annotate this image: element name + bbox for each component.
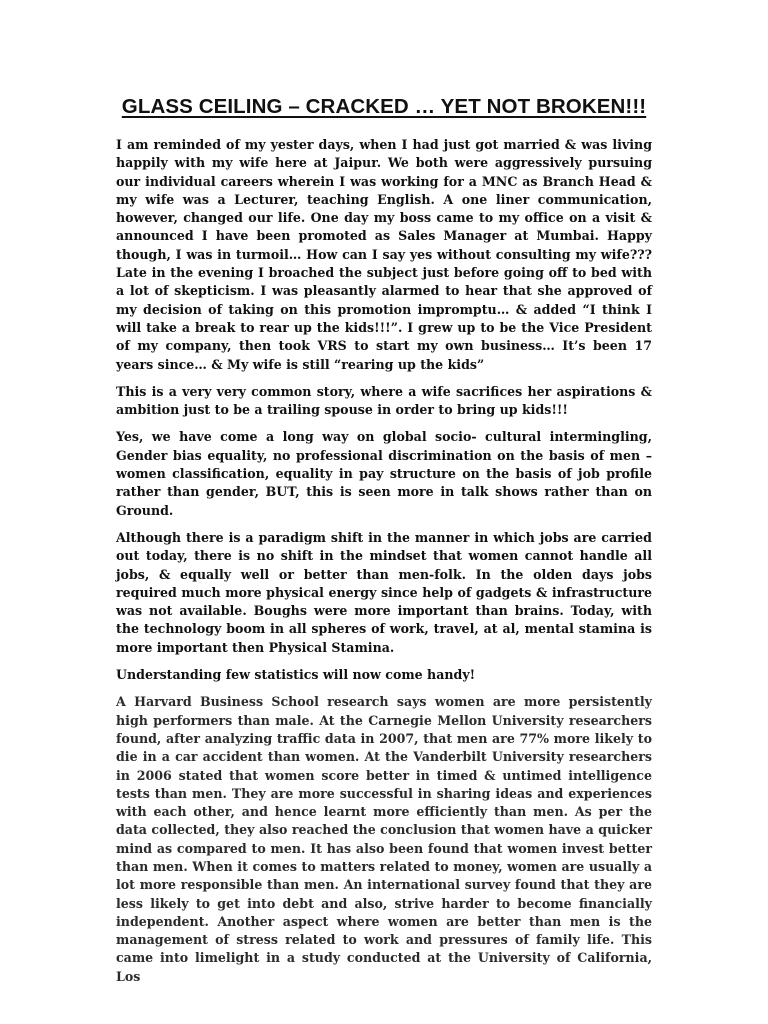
document-page — [116, 92, 652, 995]
paragraph-common-story: This is a very very common story, where a wife sacrifices her aspirations & ambition just to be a trailing spouse in order to bring up kids!!! — [116, 383, 652, 418]
paragraph-paradigm-shift: Although there is a paradigm shift in the manner in which jobs are carried out today, there is no shift in the mindset that women cannot handle all jobs, & equally well or better than men-folk. In the olden days jobs required much more physical energy since help of gadgets & infrastructure was not available. Boughs were more important than brains. Today, with the technology boom in all spheres of work, travel, at al, mental stamina is more important then Physical Stamina. — [116, 529, 652, 655]
paragraph-personal-story: I am reminded of my yester days, when I had just got married & was living happily with my wife here at Jaipur. We both were aggressively pursuing our individual careers wherein I was working for a MNC as Branch Head & my wife was a Lecturer, teaching English. A one liner communication, however, changed our life. One day my boss came to my office on a visit & announced I have been promoted as Sales Manager at Mumbai. Happy though, I was in turmoil… How can I say yes without consulting my wife??? Late in the evening I broached the subject just before going off to bed with a lot of skepticism. I was pleasantly alarmed to hear that she approved of my decision of taking on this promotion impromptu… & added “I think I will take a break to rear up the kids!!!”. I grew up to be the Vice President of my company, then took VRS to start my own business… It’s been 17 years since… & My wife is still “rearing up the kids” — [116, 137, 652, 372]
paragraph-statistics-intro: Understanding few statistics will now come handy! — [116, 667, 476, 683]
paragraph-research-findings: A Harvard Business School research says women are more persistently high performers than male. At the Carnegie Mellon University researchers found, after analyzing traffic data in 2007, that men are 77% more likely to die in a car accident than women. At the Vanderbilt University researchers in 2006 stated that women score better in timed & untimed intelligence tests than men. They are more successful in sharing ideas and experiences with each other, and hence learnt more efficiently than men. As per the data collected, they also reached the conclusion that women have a quicker mind as compared to men. It has also been found that women invest better than men. When it comes to matters related to money, women are usually a lot more responsible than men. An international survey found that they are less likely to get into debt and also, strive harder to become financially independent. Another aspect where women are better than men is the management of stress related to work and pressures of family life. This came into limelight in a study conducted at the University of California, Los — [116, 694, 652, 984]
document-title: GLASS CEILING – CRACKED … YET NOT BROKEN!!! — [121, 95, 647, 118]
paragraph-equality: Yes, we have come a long way on global socio- cultural intermingling, Gender bias equality, no professional discrimination on the basis of men – women classification, equality in pay structure on the basis of job profile rather than gender, BUT, this is seen more in talk shows rather than on Ground. — [116, 429, 652, 518]
